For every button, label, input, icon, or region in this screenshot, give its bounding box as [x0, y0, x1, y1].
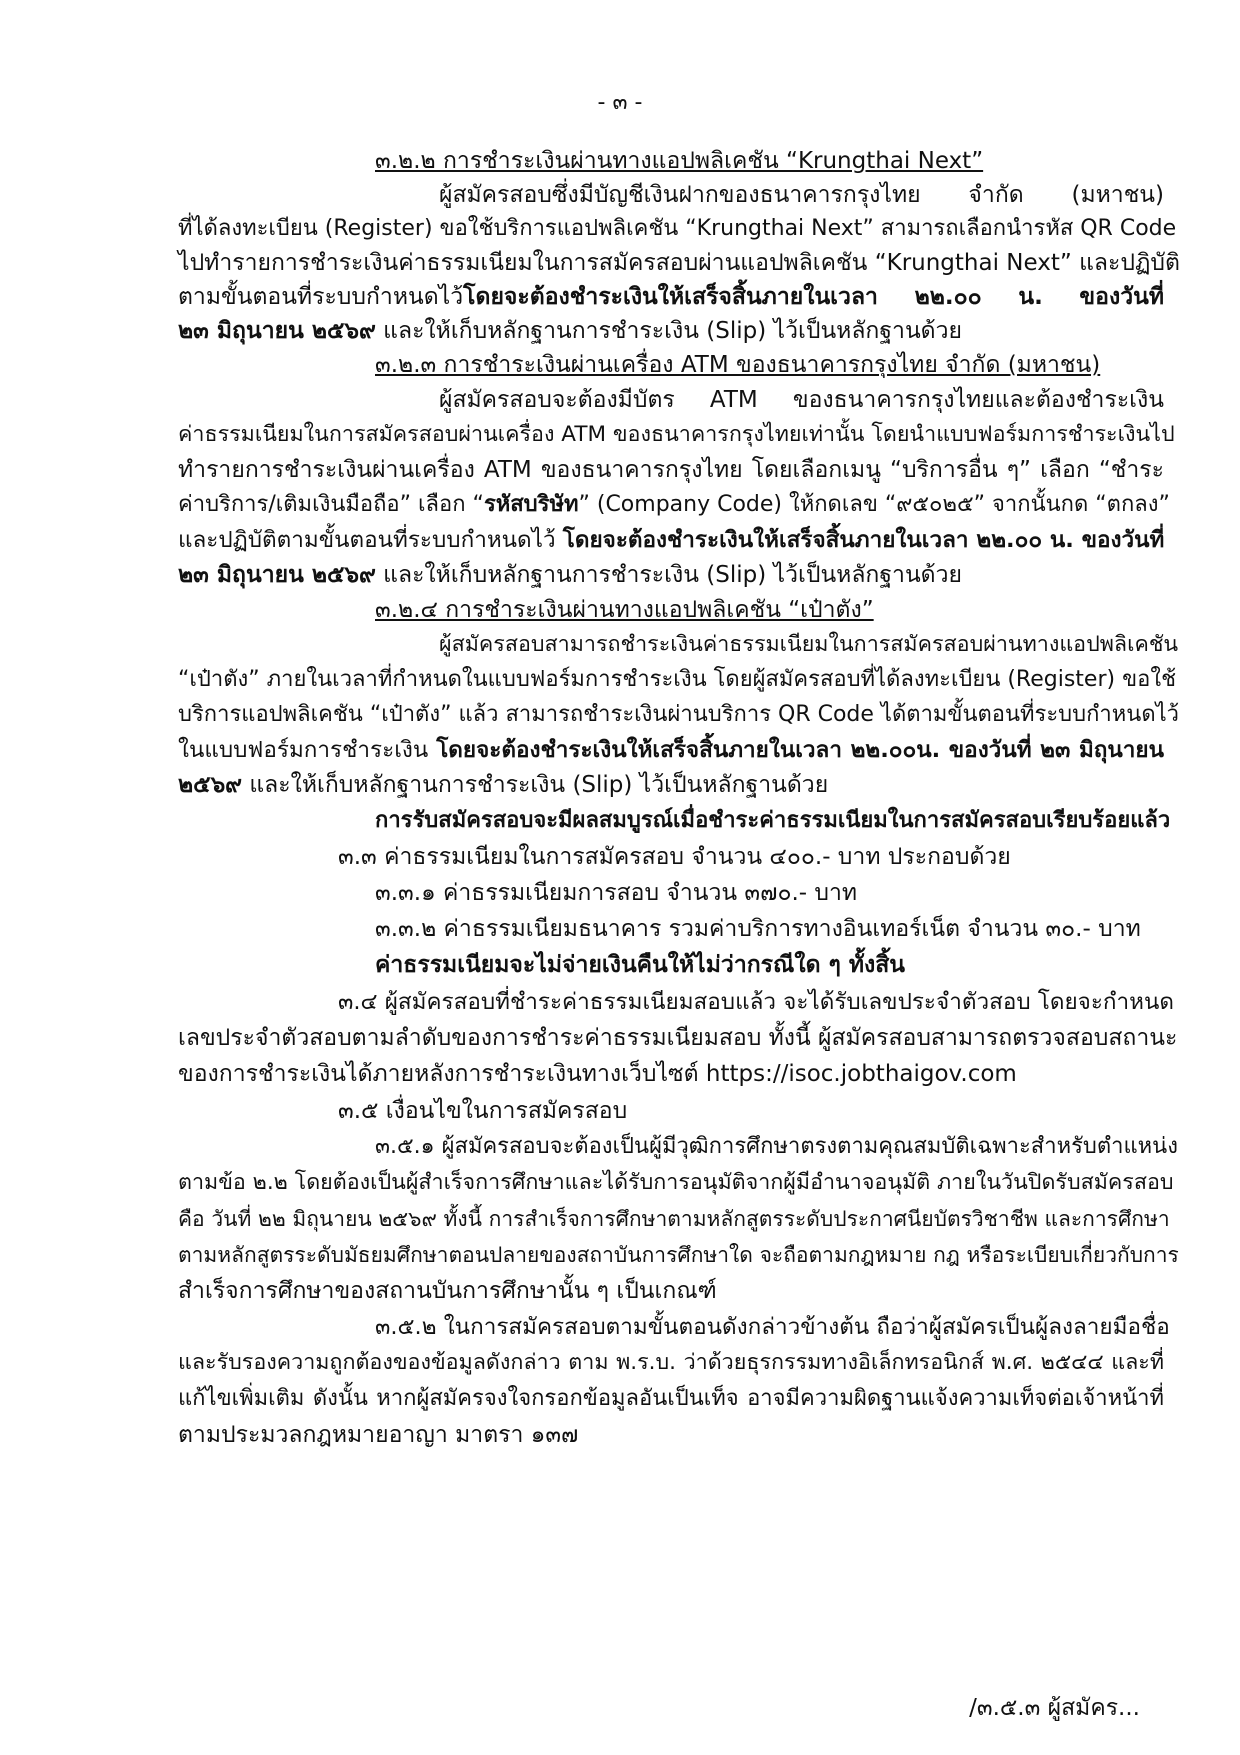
s324-line-2: “เป๋าตัง” ภายในเวลาที่กำหนดในแบบฟอร์มการชำระเงิน โดยผู้สมัครสอบที่ได้ลงทะเบียน (Register) ขอใช้ [178, 667, 1177, 692]
s323-line-4 [178, 490, 1170, 520]
s324-deadline: โดยจะต้องชำระเงินให้เสร็จสิ้นภายในเวลา ๒๒.๐๐น. ของวันที่ ๒๓ มิถุนายน [436, 737, 1164, 763]
s323-deadline: โดยจะต้องชำระเงินให้เสร็จสิ้นภายในเวลา ๒๒.๐๐ น. ของวันที่ [562, 527, 1165, 553]
s322-line-5 [178, 316, 962, 346]
heading-3-2-4: ๓.๒.๔ การชำระเงินผ่านทางแอปพลิเคชัน “เป๋าตัง” [375, 597, 874, 623]
fee-exam: ๓.๓.๑ ค่าธรรมเนียมการสอบ จำนวน ๓๗๐.- บาท [375, 880, 858, 906]
s322-slip-note: และให้เก็บหลักฐานการชำระเงิน (Slip) ไว้เป็นหลักฐานด้วย [375, 318, 963, 344]
heading-3-2-2: ๓.๒.๒ การชำระเงินผ่านทางแอปพลิเคชัน “Krungthai Next” [375, 148, 984, 174]
s324-line-4a: ในแบบฟอร์มการชำระเงิน [178, 737, 437, 763]
s322-line-2: ที่ได้ลงทะเบียน (Register) ขอใช้บริการแอปพลิเคชัน “Krungthai Next” สามารถเลือกนำรหัส QR Code [178, 216, 1177, 241]
no-refund-note: ค่าธรรมเนียมจะไม่จ่ายเงินคืนให้ไม่ว่ากรณีใด ๆ ทั้งสิ้น [375, 952, 906, 978]
s323-line-4a: ค่าบริการ/เติมเงินมือถือ” เลือก “ [178, 492, 484, 517]
s352-line-3: แก้ไขเพิ่มเติม ดังนั้น หากผู้สมัครจงใจกรอกข้อมูลอันเป็นเท็จ อาจมีความผิดฐานแจ้งความเท็จต่อเจ้าหน้าที่ [178, 1386, 1164, 1411]
fee-bank: ๓.๓.๒ ค่าธรรมเนียมธนาคาร รวมค่าบริการทางอินเทอร์เน็ต จำนวน ๓๐.- บาท [375, 916, 1141, 942]
s322-line-1: ผู้สมัครสอบซึ่งมีบัญชีเงินฝากของธนาคารกรุงไทย จำกัด (มหาชน) [439, 182, 1164, 208]
s322-deadline: โดยจะต้องชำระเงินให้เสร็จสิ้นภายในเวลา ๒๒.๐๐ น. ของวันที่ [463, 284, 1164, 310]
s34-line-1: ๓.๔ ผู้สมัครสอบที่ชำระค่าธรรมเนียมสอบแล้ว จะได้รับเลขประจำตัวสอบ โดยจะกำหนด [338, 989, 1174, 1015]
heading-3-2-3: ๓.๒.๓ การชำระเงินผ่านเครื่อง ATM ของธนาคารกรุงไทย จำกัด (มหาชน) [375, 352, 1101, 378]
s323-line-5 [178, 525, 1164, 555]
s323-company-code-label: รหัสบริษัท [483, 492, 579, 517]
s34-line-3: ของการชำระเงินได้ภายหลังการชำระเงินทางเว็บไซต์ https://isoc.jobthaigov.com [178, 1061, 1017, 1087]
s351-line-4: ตามหลักสูตรระดับมัธยมศึกษาตอนปลายของสถาบันการศึกษาใด จะถือตามกฎหมาย กฎ หรือระเบียบเกี่ยวกับการ [178, 1243, 1179, 1267]
s323-line-5a: และปฏิบัติตามขั้นตอนที่ระบบกำหนดไว้ [178, 527, 563, 553]
s324-line-3: บริการแอปพลิเคชัน “เป๋าตัง” แล้ว สามารถชำระเงินผ่านบริการ QR Code ได้ตามขั้นตอนที่ระบบกำหนดไว้ [178, 702, 1180, 727]
s324-year: ๒๕๖๙ [178, 772, 243, 798]
fee-total: ๓.๓ ค่าธรรมเนียมในการสมัครสอบ จำนวน ๔๐๐.- บาท ประกอบด้วย [338, 844, 1011, 870]
s322-line-3: ไปทำรายการชำระเงินค่าธรรมเนียมในการสมัครสอบผ่านแอปพลิเคชัน “Krungthai Next” และปฏิบัติ [178, 250, 1180, 276]
s352-line-4: ตามประมวลกฎหมายอาญา มาตรา ๑๓๗ [178, 1422, 579, 1448]
s324-line-5 [178, 770, 828, 800]
registration-complete-note: การรับสมัครสอบจะมีผลสมบูรณ์เมื่อชำระค่าธรรมเนียมในการสมัครสอบเรียบร้อยแล้ว [375, 808, 1171, 833]
s323-line-3: ทำรายการชำระเงินผ่านเครื่อง ATM ของธนาคารกรุงไทย โดยเลือกเมนู “บริการอื่น ๆ” เลือก “ชำระ [178, 457, 1164, 483]
s34-line-2: เลขประจำตัวสอบตามลำดับของการชำระค่าธรรมเนียมสอบ ทั้งนี้ ผู้สมัครสอบสามารถตรวจสอบสถานะ [178, 1025, 1178, 1051]
heading-3-5: ๓.๕ เงื่อนไขในการสมัครสอบ [338, 1098, 628, 1124]
s352-line-2: และรับรองความถูกต้องของข้อมูลดังกล่าว ตาม พ.ร.บ. ว่าด้วยธุรกรรมทางอิเล็กทรอนิกส์ พ.ศ. ๒๕๔๔ และที่ [178, 1350, 1164, 1375]
s323-line-1: ผู้สมัครสอบจะต้องมีบัตร ATM ของธนาคารกรุงไทยและต้องชำระเงิน [439, 387, 1164, 413]
s323-line-6 [178, 560, 962, 590]
s351-line-5: สำเร็จการศึกษาของสถานบันการศึกษานั้น ๆ เป็นเกณฑ์ [178, 1278, 717, 1304]
s323-slip-note: และให้เก็บหลักฐานการชำระเงิน (Slip) ไว้เป็นหลักฐานด้วย [375, 562, 963, 588]
s322-line-4-text: ตามขั้นตอนที่ระบบกำหนดไว้ [178, 284, 464, 310]
s324-slip-note: และให้เก็บหลักฐานการชำระเงิน (Slip) ไว้เป็นหลักฐานด้วย [242, 772, 829, 798]
s352-line-1: ๓.๕.๒ ในการสมัครสอบตามขั้นตอนดังกล่าวข้างต้น ถือว่าผู้สมัครเป็นผู้ลงลายมือชื่อ [375, 1314, 1170, 1340]
s322-date: ๒๓ มิถุนายน ๒๕๖๙ [178, 318, 376, 344]
s322-line-4 [178, 282, 1164, 312]
s351-line-3: คือ วันที่ ๒๒ มิถุนายน ๒๕๖๙ ทั้งนี้ การสำเร็จการศึกษาตามหลักสูตรระดับประกาศนียบัตรวิชาชีพ และการศึกษา [178, 1207, 1170, 1231]
s323-line-4c: ” (Company Code) ให้กดเลข “๙๕๐๒๕” จากนั้นกด “ตกลง” [578, 492, 1170, 517]
s323-date: ๒๓ มิถุนายน ๒๕๖๙ [178, 562, 376, 588]
s324-line-1: ผู้สมัครสอบสามารถชำระเงินค่าธรรมเนียมในการสมัครสอบผ่านทางแอปพลิเคชัน [439, 632, 1179, 657]
continuation-marker: /๓.๕.๓ ผู้สมัคร... [969, 1695, 1140, 1721]
s323-line-2: ค่าธรรมเนียมในการสมัครสอบผ่านเครื่อง ATM ของธนาคารกรุงไทยเท่านั้น โดยนำแบบฟอร์มการชำระเงินไป [178, 422, 1175, 447]
page-number: - ๓ - [597, 90, 643, 115]
s324-line-4 [178, 735, 1164, 765]
s351-line-1: ๓.๕.๑ ผู้สมัครสอบจะต้องเป็นผู้มีวุฒิการศึกษาตรงตามคุณสมบัติเฉพาะสำหรับตำแหน่ง [375, 1134, 1178, 1159]
s351-line-2: ตามข้อ ๒.๒ โดยต้องเป็นผู้สำเร็จการศึกษาและได้รับการอนุมัติจากผู้มีอำนาจอนุมัติ ภายในวันปิดรับสมัครสอบ [178, 1170, 1174, 1195]
